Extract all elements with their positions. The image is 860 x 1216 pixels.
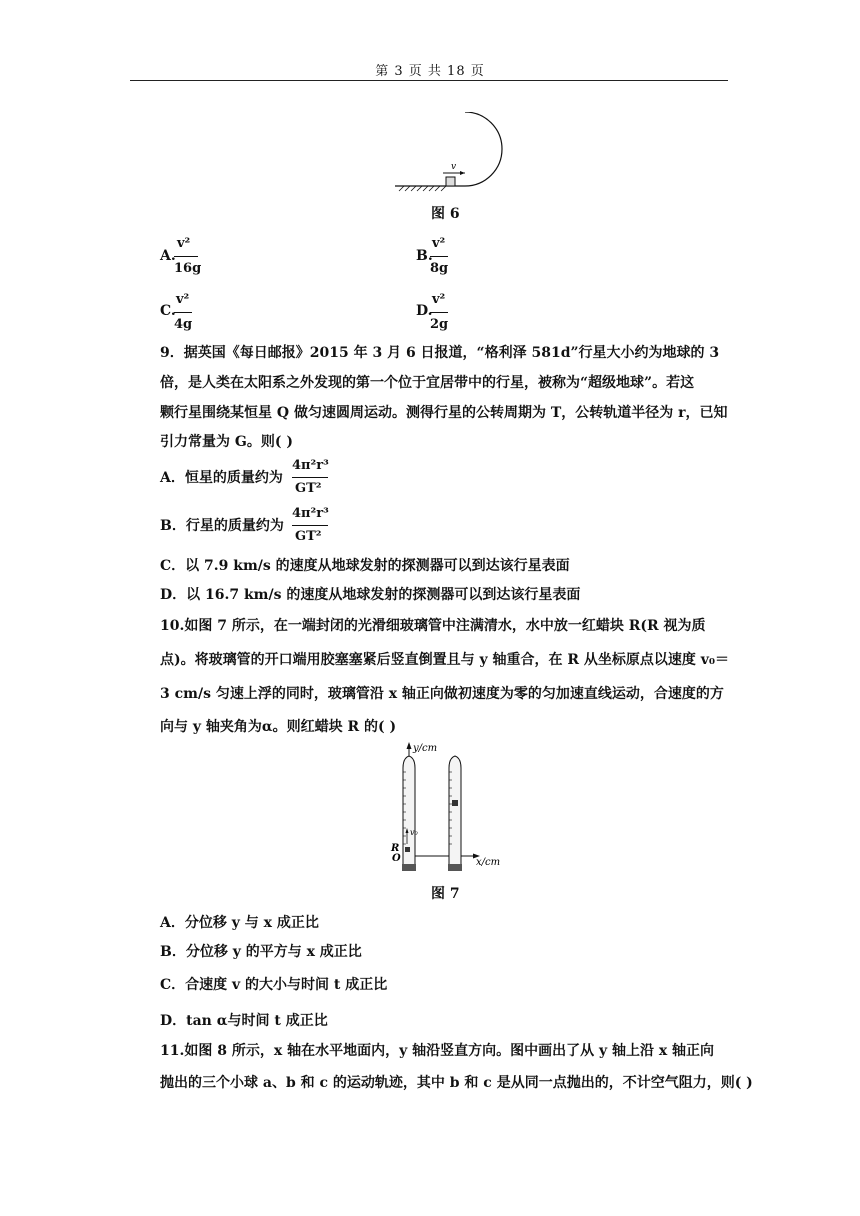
page-header: 第 3 页 共 18 页 [375,64,485,79]
question-10-option-c: C．合速度 v 的大小与时间 t 成正比 [160,977,388,993]
question-10-option-d: D．tan α与时间 t 成正比 [160,1013,328,1029]
question-11-line-2: 抛出的三个小球 a、b 和 c 的运动轨迹，其中 b 和 c 是从同一点抛出的，不计空气阻力，则( ) [160,1075,753,1091]
question-10-line-4: 向与 y 轴夹角为α。则红蜡块 R 的( ) [160,719,397,735]
question-10-option-b: B．分位移 y 的平方与 x 成正比 [160,944,362,960]
question-9-line-2: 倍，是人类在太阳系之外发现的第一个位于宜居带中的行星，被称为“超级地球”。若这 [160,375,695,391]
question-11-line-1: 11.如图 8 所示，x 轴在水平地面内，y 轴沿竖直方向。图中画出了从 y 轴上沿 x 轴正向 [160,1043,715,1059]
option-d-letter: D. [416,303,433,319]
option-c-letter: C. [160,303,176,319]
y-axis-label: y/cm [413,743,438,754]
option-b-letter: B. [416,248,433,264]
header-divider [130,80,728,81]
question-10-line-2: 点)。将玻璃管的开口端用胶塞塞紧后竖直倒置且与 y 轴重合，在 R 从坐标原点以速度 v₀＝ [160,652,730,668]
label-r: R [391,843,400,854]
v0-label: v₀ [410,828,418,837]
label-origin: O [392,853,401,864]
question-10-option-a: A．分位移 y 与 x 成正比 [160,915,319,931]
figure-7-diagram [386,740,506,872]
option-a-letter: A. [160,248,176,264]
figure-7-caption: 图 7 [431,886,460,902]
question-9-line-1: 9．据英国《每日邮报》2015 年 3 月 6 日报道，“格利泽 581d”行星大小约为地球的 3 [160,345,720,361]
question-10-line-3: 3 cm/s 匀速上浮的同时，玻璃管沿 x 轴正向做初速度为零的匀加速直线运动，合速度的方 [160,686,724,702]
question-9-option-a: A．恒星的质量约为 [160,470,283,486]
question-9-option-d: D．以 16.7 km/s 的速度从地球发射的探测器可以到达该行星表面 [160,587,581,603]
velocity-label: v [451,162,457,172]
question-9-option-c: C．以 7.9 km/s 的速度从地球发射的探测器可以到达该行星表面 [160,558,570,574]
x-axis-label: x/cm [476,857,501,868]
figure-6-diagram [395,112,535,197]
question-10-line-1: 10.如图 7 所示，在一端封闭的光滑细玻璃管中注满清水，水中放一红蜡块 R(R 视为质 [160,618,706,634]
question-9-option-b: B．行星的质量约为 [160,518,284,534]
figure-6-caption: 图 6 [431,206,460,222]
question-9-line-4: 引力常量为 G。则( ) [160,434,293,450]
question-9-line-3: 颗行星围绕某恒星 Q 做匀速圆周运动。测得行星的公转周期为 T，公转轨道半径为 r，已知 [160,405,728,421]
